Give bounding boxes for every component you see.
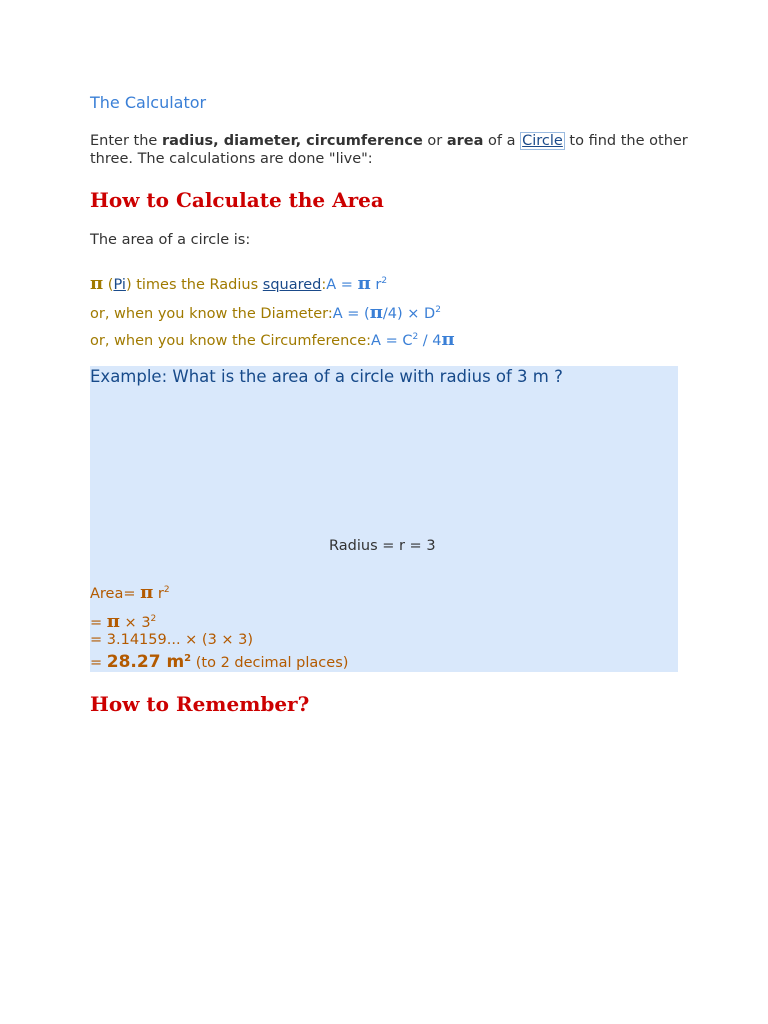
area-intro-text: The area of a circle is: <box>90 232 251 248</box>
area-formula-line <box>90 582 170 603</box>
pi-symbol: π <box>140 582 154 603</box>
formula-text: A = <box>326 277 358 293</box>
calc-text: = <box>90 655 107 671</box>
pi-symbol: π <box>369 302 383 323</box>
intro-text: Enter the <box>90 133 162 149</box>
rule-text: ( <box>103 277 114 293</box>
superscript: 2 <box>435 305 441 315</box>
formula-text: / 4 <box>418 333 442 349</box>
rule-colon: : <box>321 277 327 293</box>
example-question: Example: What is the area of a circle with radius of 3 m ? <box>90 367 563 386</box>
example-box <box>90 366 678 672</box>
superscript: 2 <box>163 585 170 595</box>
calc-note: (to 2 decimal places) <box>191 655 349 671</box>
calc-line-3 <box>90 652 348 672</box>
calc-line-1 <box>90 611 156 632</box>
pi-symbol: π <box>106 611 120 632</box>
calc-text: r <box>153 586 164 602</box>
heading-calculate-area: How to Calculate the Area <box>90 188 384 212</box>
calculator-title: The Calculator <box>90 93 207 112</box>
rule-text: ) times the Radius <box>125 277 263 293</box>
radius-label: Radius = r = 3 <box>329 538 436 554</box>
formula-text: A = ( <box>332 306 370 322</box>
rule-text: or, when you know the Diameter: <box>90 306 333 322</box>
calc-line-2: = 3.14159... × (3 × 3) <box>90 632 254 648</box>
rule-circumference <box>90 329 455 350</box>
circle-link[interactable]: Circle <box>522 133 563 149</box>
intro-text: to find the other three. The calculations are done "live": <box>90 133 688 167</box>
calc-text: × 3 <box>119 615 151 631</box>
rule-radius <box>90 273 387 294</box>
squared-link[interactable]: squared <box>262 277 322 293</box>
superscript: 2 <box>184 653 192 664</box>
formula-text: /4) × D <box>382 306 436 322</box>
superscript: 2 <box>412 332 419 342</box>
pi-symbol: π <box>357 273 371 294</box>
superscript: 2 <box>150 614 157 624</box>
pi-symbol: π <box>90 273 104 294</box>
calc-text: = <box>90 615 107 631</box>
intro-bold-area: area <box>446 133 484 149</box>
intro-paragraph <box>90 132 690 168</box>
formula-text: A = C <box>371 333 413 349</box>
result-value: 28.27 m <box>106 652 185 672</box>
formula-text: r <box>370 277 382 293</box>
superscript: 2 <box>381 276 388 286</box>
calc-text: Area= <box>90 586 141 602</box>
intro-text: of a <box>483 133 521 149</box>
rule-diameter <box>90 302 441 323</box>
rule-text: or, when you know the Circumference: <box>90 333 372 349</box>
heading-how-to-remember: How to Remember? <box>90 692 310 716</box>
pi-symbol: π <box>441 329 455 350</box>
pi-link[interactable]: Pi <box>113 277 126 293</box>
intro-bold-measures: radius, diameter, circumference <box>161 133 423 149</box>
intro-text: or <box>422 133 447 149</box>
